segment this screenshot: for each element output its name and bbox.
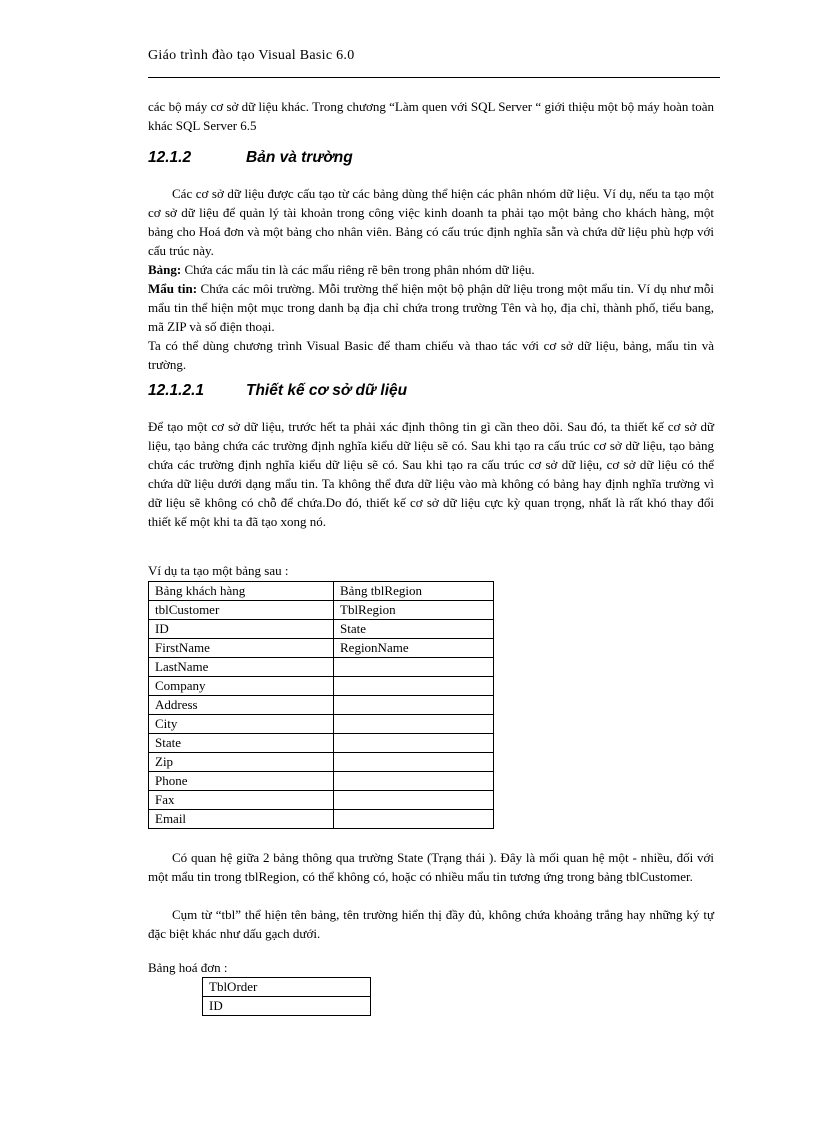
section-1-body: [148, 184, 714, 374]
table-cell: LastName: [149, 658, 334, 677]
table-row: [149, 810, 494, 829]
table-cell: State: [334, 620, 494, 639]
table-row: [149, 791, 494, 810]
table-row: [149, 658, 494, 677]
definition-term: Bảng:: [148, 262, 182, 277]
definition-record: [148, 279, 714, 336]
order-table: [202, 977, 371, 1016]
table-cell: [334, 791, 494, 810]
section-number: 12.1.2.1: [148, 382, 205, 399]
table-row: [149, 677, 494, 696]
table-cell: Phone: [149, 772, 334, 791]
definition-text: Chứa các môi trường. Mỗi trường thể hiện một bộ phận dữ liệu trong một mẩu tin. Ví dụ như mỗi mẩu tin thể hiện một mục trong danh bạ địa chỉ chứa trong trường Tên và họ, địa chỉ, thành phố, tiểu bang, mã ZIP và số điện thoại.: [148, 281, 715, 334]
relation-paragraph: Có quan hệ giữa 2 bảng thông qua trường State (Trạng thái ). Đây là mối quan hệ một - nhiều, đối với một mẩu tin trong tblRegion, có thể không có, hoặc có nhiều mẩu tin tương ứng trong bảng tblCustomer.: [148, 850, 714, 884]
table-row: [149, 715, 494, 734]
customer-region-table: [148, 581, 494, 829]
table-cell: ID: [203, 997, 371, 1016]
table-row: [149, 772, 494, 791]
table-cell: [334, 810, 494, 829]
order-table-label: Bảng hoá đơn :: [148, 960, 228, 975]
section-1-closing-paragraph: Ta có thể dùng chương trình Visual Basic để tham chiếu và thao tác với cơ sở dữ liệu, bảng, mẩu tin và trường.: [148, 338, 714, 372]
table-cell: Bảng tblRegion: [334, 582, 494, 601]
table-row: [149, 601, 494, 620]
table-cell: [334, 734, 494, 753]
section-1-paragraph: Các cơ sở dữ liệu được cấu tạo từ các bảng dùng thể hiện các phân nhóm dữ liệu. Ví dụ, nếu ta tạo một cơ sở dữ liệu để quản lý tài khoản trong công việc kinh doanh ta phải tạo một bảng cho khách hàng, một bảng cho Hoá đơn và một bảng cho nhân viên. Bảng có cấu trúc định nghĩa sẵn và chứa dữ liệu phù hợp với cấu trúc này.: [148, 186, 714, 258]
table-cell: FirstName: [149, 639, 334, 658]
table-row: [203, 978, 371, 997]
example-label: Ví dụ ta tạo một bảng sau :: [148, 563, 289, 578]
table-cell: TblRegion: [334, 601, 494, 620]
definition-text: Chứa các mẩu tin là các mẩu riêng rẽ bên trong phân nhóm dữ liệu.: [181, 262, 535, 277]
table-cell: tblCustomer: [149, 601, 334, 620]
table-cell: [334, 753, 494, 772]
table-row: [149, 734, 494, 753]
section-heading-12-1-2: [148, 149, 548, 171]
table-cell: Address: [149, 696, 334, 715]
section-title: Thiết kế cơ sở dữ liệu: [246, 382, 408, 399]
table-cell: [334, 677, 494, 696]
definition-table: [148, 260, 714, 279]
table-row: [149, 696, 494, 715]
section-number: 12.1.2: [148, 149, 192, 166]
naming-paragraph: Cụm từ “tbl” thể hiện tên bảng, tên trường hiển thị đầy đủ, không chứa khoảng trắng hay những ký tự đặc biệt khác như dấu gạch dưới.: [148, 907, 714, 941]
definition-term: Mẩu tin:: [148, 281, 198, 296]
table-cell: State: [149, 734, 334, 753]
table-cell: [334, 658, 494, 677]
table-row: [203, 997, 371, 1016]
table-cell: Zip: [149, 753, 334, 772]
table-cell: Fax: [149, 791, 334, 810]
table-cell: City: [149, 715, 334, 734]
table-cell: Email: [149, 810, 334, 829]
table-cell: RegionName: [334, 639, 494, 658]
table-cell: [334, 696, 494, 715]
table-cell: Company: [149, 677, 334, 696]
page-header-title: Giáo trình đào tạo Visual Basic 6.0: [148, 48, 355, 63]
section-heading-12-1-2-1: [148, 382, 548, 404]
table-row: [149, 582, 494, 601]
section-title: Bản và trường: [246, 149, 353, 166]
header-divider: [148, 77, 720, 78]
design-paragraph: Để tạo một cơ sở dữ liệu, trước hết ta phải xác định thông tin gì cần theo dõi. Sau đó, ta thiết kế cơ sở dữ liệu, tạo bảng chứa các trường định nghĩa kiểu dữ liệu sẽ có. Sau khi tạo ra cấu trúc cơ sở dữ liệu, tạo bảng chứa các trường định nghĩa kiểu dữ liệu sẽ có. Sau khi tạo ra cấu trúc cơ sở dữ liệu, cơ sở dữ liệu có thể chứa dữ liệu dưới dạng mẩu tin. Ta không thể đưa dữ liệu vào mà không có bảng hay định nghĩa trường vì dữ liệu sẽ không có chỗ để chứa.Do đó, thiết kế cơ sở dữ liệu cực kỳ quan trọng, nhất là rất khó thay đổi thiết kế một khi ta đã tạo xong nó.: [148, 419, 714, 529]
table-cell: Bảng khách hàng: [149, 582, 334, 601]
intro-paragraph: các bộ máy cơ sở dữ liệu khác. Trong chương “Làm quen với SQL Server “ giới thiệu một bộ máy hoàn toàn khác SQL Server 6.5: [148, 99, 714, 133]
table-cell: TblOrder: [203, 978, 371, 997]
table-cell: [334, 715, 494, 734]
table-row: [149, 620, 494, 639]
table-row: [149, 753, 494, 772]
table-cell: [334, 772, 494, 791]
table-row: [149, 639, 494, 658]
table-cell: ID: [149, 620, 334, 639]
